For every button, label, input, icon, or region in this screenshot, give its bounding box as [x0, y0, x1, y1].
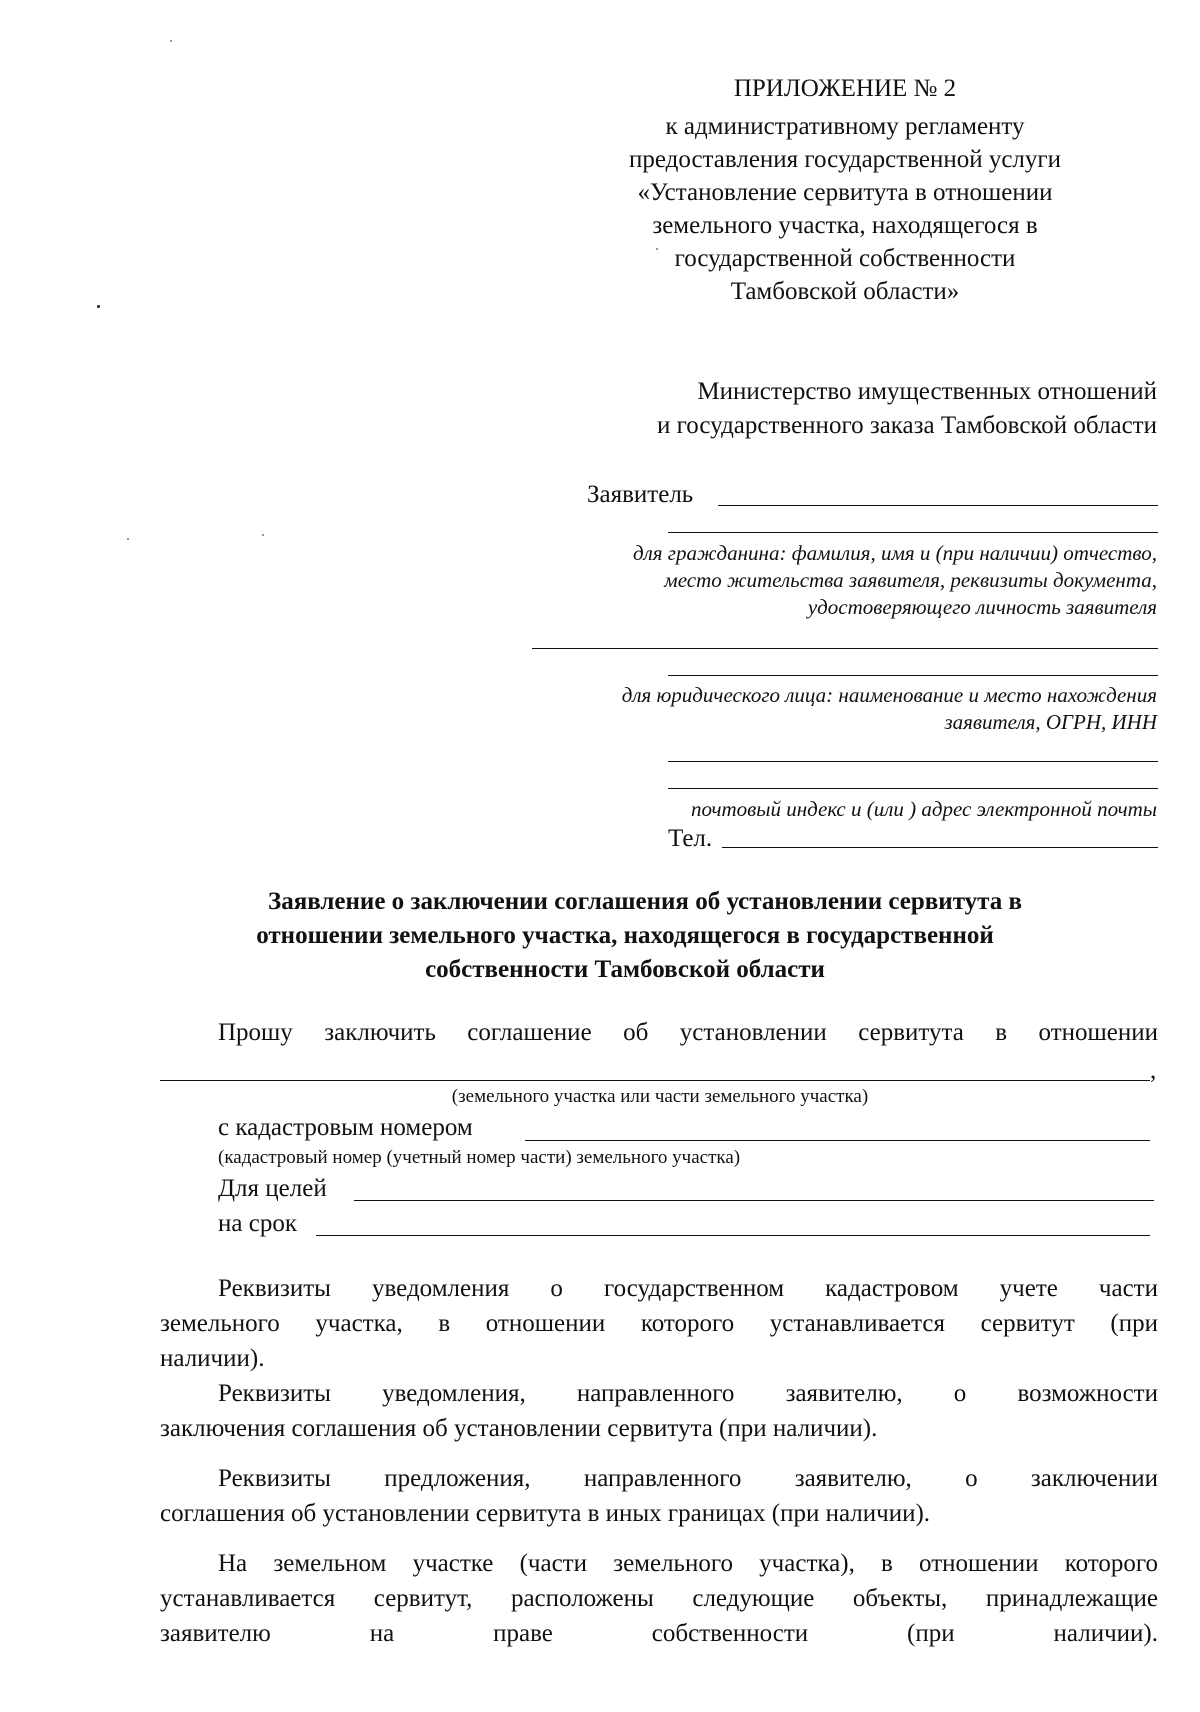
paragraph-line: заявителю на праве собственности (при наличии).: [160, 1620, 1158, 1647]
statement-title: отношении земельного участка, находящегося в государственной: [256, 922, 994, 949]
legal-details-field[interactable]: [668, 761, 1158, 762]
cadastral-label: с кадастровым номером: [218, 1114, 473, 1141]
scan-speck: [97, 305, 100, 308]
paragraph-line: Реквизиты предложения, направленного заявителю, о заключении: [218, 1465, 1158, 1492]
citizen-hint: для гражданина: фамилия, имя и (при наличии) отчество,: [633, 541, 1157, 565]
statement-title: Заявление о заключении соглашения об установлении сервитута в: [268, 888, 1022, 915]
citizen-details-field[interactable]: [532, 648, 1158, 649]
paragraph-line: земельного участка, в отношении которого устанавливается сервитут (при: [160, 1310, 1158, 1337]
legal-entity-hint: заявителя, ОГРН, ИНН: [944, 710, 1157, 734]
paragraph-line: наличии).: [160, 1345, 265, 1372]
appendix-line: предоставления государственной услуги: [628, 146, 1062, 173]
comma: ,: [1150, 1057, 1157, 1084]
statement-title: собственности Тамбовской области: [425, 956, 825, 983]
plot-hint: (земельного участка или части земельного участка): [451, 1086, 869, 1107]
applicant-label: Заявитель: [587, 481, 694, 508]
legal-entity-field[interactable]: [668, 675, 1158, 676]
addressee-line-1: Министерство имущественных отношений: [697, 378, 1157, 405]
cadastral-hint: (кадастровый номер (учетный номер части) земельного участка): [218, 1147, 741, 1168]
scan-speck: [170, 40, 172, 42]
postal-hint: почтовый индекс и (или ) адрес электронной почты: [691, 797, 1157, 821]
phone-field[interactable]: [722, 847, 1158, 848]
paragraph-line: заключения соглашения об установлении сервитута (при наличии).: [160, 1415, 878, 1442]
citizen-hint: удостоверяющего личность заявителя: [807, 595, 1157, 619]
appendix-line: государственной собственности: [674, 245, 1016, 272]
purpose-label: Для целей: [218, 1175, 327, 1202]
addressee-line-2: и государственного заказа Тамбовской области: [657, 412, 1157, 439]
scan-speck: [262, 534, 264, 536]
appendix-line: «Установление сервитута в отношении: [637, 179, 1053, 206]
paragraph-line: соглашения об установлении сервитута в иных границах (при наличии).: [160, 1500, 931, 1527]
applicant-name-field[interactable]: [718, 505, 1158, 506]
request-line: Прошу заключить соглашение об установлении сервитута в отношении: [218, 1019, 1158, 1046]
paragraph-line: Реквизиты уведомления, направленного заявителю, о возможности: [218, 1380, 1158, 1407]
appendix-line: Тамбовской области»: [730, 278, 960, 305]
paragraph-line: устанавливается сервитут, расположены следующие объекты, принадлежащие: [160, 1585, 1158, 1612]
cadastral-field[interactable]: [525, 1140, 1150, 1141]
purpose-field[interactable]: [354, 1200, 1154, 1201]
scan-speck: [127, 538, 129, 540]
citizen-hint: место жительства заявителя, реквизиты документа,: [664, 568, 1157, 592]
term-field[interactable]: [316, 1235, 1150, 1236]
paragraph-line: Реквизиты уведомления о государственном кадастровом учете части: [218, 1275, 1158, 1302]
paragraph-line: На земельном участке (части земельного участка), в отношении которого: [218, 1550, 1158, 1577]
applicant-name-field-2[interactable]: [668, 532, 1158, 533]
phone-label: Тел.: [668, 825, 713, 852]
legal-entity-hint: для юридического лица: наименование и место нахождения: [621, 683, 1157, 707]
appendix-line: к административному регламенту: [665, 113, 1025, 140]
postal-field[interactable]: [668, 788, 1158, 789]
appendix-line: земельного участка, находящегося в: [652, 212, 1038, 239]
plot-field[interactable]: [160, 1080, 1150, 1081]
term-label: на срок: [218, 1210, 297, 1237]
appendix-title: ПРИЛОЖЕНИЕ № 2: [733, 75, 957, 102]
